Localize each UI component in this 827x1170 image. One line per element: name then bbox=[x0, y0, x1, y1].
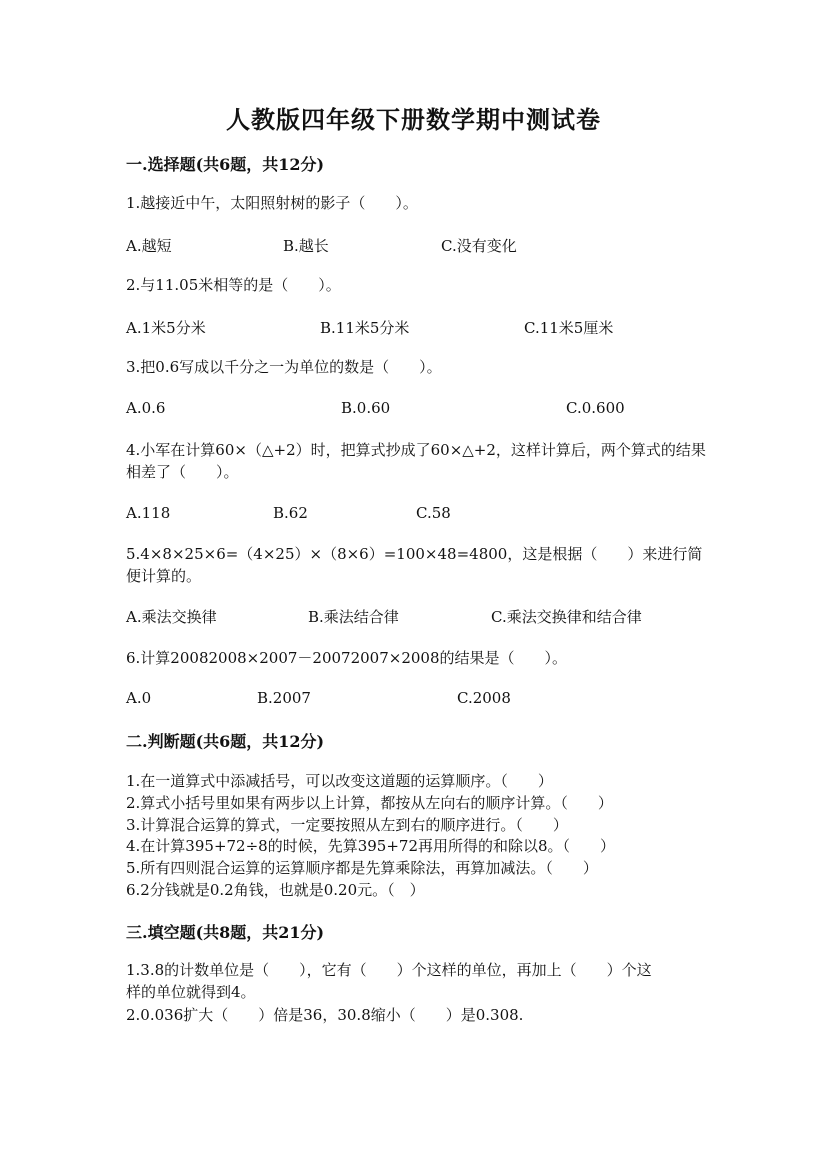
option-c: C.乘法交换律和结合律 bbox=[491, 608, 642, 626]
judgement-item: 4.在计算395+72÷8的时候，先算395+72再用所得的和除以8。（ ） bbox=[126, 837, 616, 855]
judgement-item: 3.计算混合运算的算式，一定要按照从左到右的顺序进行。（ ） bbox=[126, 816, 568, 834]
judgement-item: 2.算式小括号里如果有两步以上计算，都按从左向右的顺序计算。（ ） bbox=[126, 794, 613, 812]
question-text: 6.计算20082008×2007－20072007×2008的结果是（ ）。 bbox=[126, 649, 567, 667]
section-heading-judgement: 二.判断题(共6题，共12分) bbox=[126, 732, 325, 751]
page-title: 人教版四年级下册数学期中测试卷 bbox=[226, 105, 601, 134]
option-a: A.1米5分米 bbox=[126, 319, 206, 337]
option-b: B.11米5分米 bbox=[320, 319, 410, 337]
option-a: A.0.6 bbox=[126, 399, 166, 417]
option-b: B.越长 bbox=[283, 237, 329, 255]
option-c: C.2008 bbox=[457, 689, 511, 707]
option-c: C.58 bbox=[416, 504, 451, 522]
question-text: 3.把0.6写成以千分之一为单位的数是（ ）。 bbox=[126, 358, 442, 376]
option-a: A.越短 bbox=[126, 237, 172, 255]
option-a: A.0 bbox=[126, 689, 152, 707]
judgement-item: 6.2分钱就是0.2角钱，也就是0.20元。（ ） bbox=[126, 881, 425, 899]
option-c: C.没有变化 bbox=[441, 237, 517, 255]
question-text: 5.4×8×25×6=（4×25）×（8×6）=100×48=4800，这是根据（ ）来进行简便计算的。 bbox=[126, 545, 703, 585]
section-heading-choice: 一.选择题(共6题，共12分) bbox=[126, 155, 325, 174]
option-b: B.乘法结合律 bbox=[308, 608, 399, 626]
option-a: A.乘法交换律 bbox=[126, 608, 217, 626]
question-text: 1.越接近中午，太阳照射树的影子（ ）。 bbox=[126, 194, 418, 212]
option-c: C.11米5厘米 bbox=[524, 319, 614, 337]
question-text: 2.与11.05米相等的是（ ）。 bbox=[126, 276, 341, 294]
option-a: A.118 bbox=[126, 504, 171, 522]
option-b: B.62 bbox=[273, 504, 308, 522]
fill-blank-item: 1.3.8的计数单位是（ ），它有（ ）个这样的单位，再加上（ ）个这样的单位就得到4。 bbox=[126, 961, 652, 1001]
option-b: B.2007 bbox=[257, 689, 311, 707]
question-text: 4.小军在计算60×（△+2）时，把算式抄成了60×△+2，这样计算后，两个算式的结果相差了（ ）。 bbox=[126, 441, 706, 481]
judgement-item: 1.在一道算式中添减括号，可以改变这道题的运算顺序。（ ） bbox=[126, 772, 553, 790]
judgement-item: 5.所有四则混合运算的运算顺序都是先算乘除法，再算加减法。（ ） bbox=[126, 859, 598, 877]
option-b: B.0.60 bbox=[341, 399, 391, 417]
option-c: C.0.600 bbox=[566, 399, 625, 417]
section-heading-fill-blank: 三.填空题(共8题，共21分) bbox=[126, 923, 325, 942]
fill-blank-item: 2.0.036扩大（ ）倍是36，30.8缩小（ ）是0.308. bbox=[126, 1006, 524, 1024]
